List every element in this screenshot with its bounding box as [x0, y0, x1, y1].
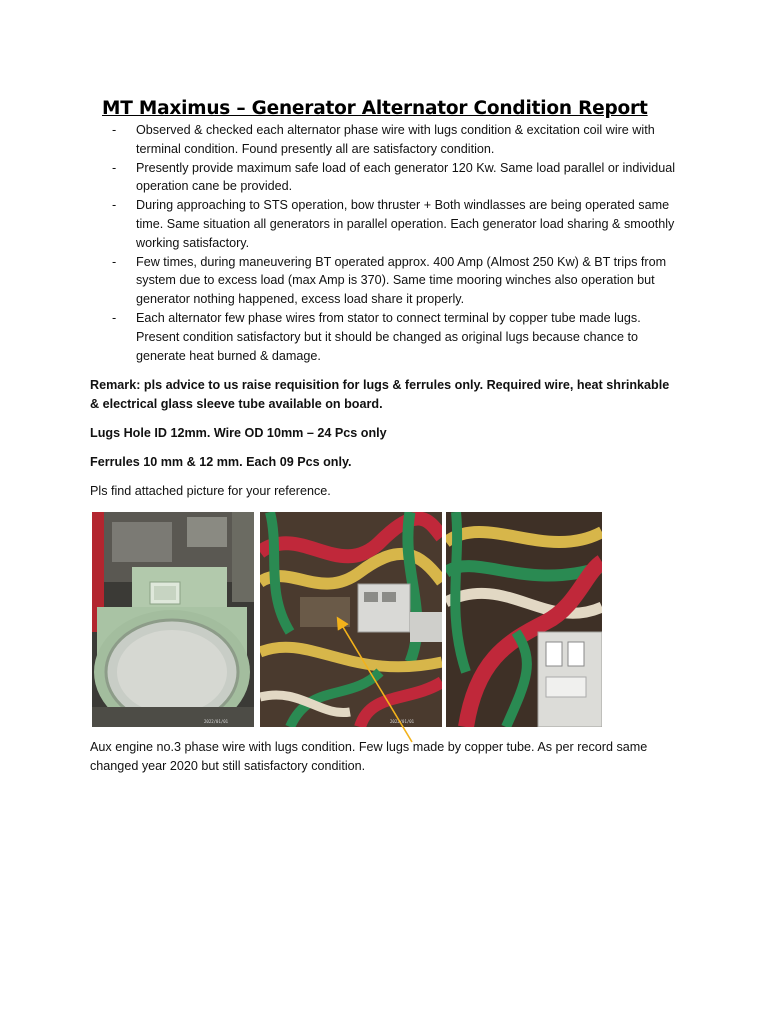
bullet-dash: -	[112, 198, 117, 213]
remark-paragraph: Remark: pls advice to us raise requisition for lugs & ferrules only. Required wire, heat shrinkable & electrical glass sleeve tube available on board.	[90, 378, 670, 411]
list-item-text: Few times, during maneuvering BT operated approx. 400 Amp (Almost 250 Kw) & BT trips from system due to excess load (max Amp is 370). Same time mooring winches also operation but generator nothing happened, excess load share it properly.	[136, 254, 667, 307]
bullet-dash: -	[112, 310, 117, 325]
lugs-requirement: Lugs Hole ID 12mm. Wire OD 10mm – 24 Pcs only	[90, 426, 387, 440]
list-item-text: Presently provide maximum safe load of each generator 120 Kw. Same load parallel or individual operation cane be provided.	[136, 160, 676, 194]
ferrules-requirement: Ferrules 10 mm & 12 mm. Each 09 Pcs only.	[90, 455, 352, 469]
bullet-dash: -	[112, 254, 117, 269]
report-title: MT Maximus – Generator Alternator Condition Report	[102, 98, 648, 119]
bullet-dash: -	[112, 123, 117, 137]
list-item-text: Observed & checked each alternator phase wire with lugs condition & excitation coil wire with terminal condition. Found presently all are satisfactory condition.	[136, 123, 655, 156]
svg-text:2022/01/01: 2022/01/01	[390, 719, 415, 724]
bullet-dash: -	[112, 160, 117, 175]
attachment-note: Pls find attached picture for your reference.	[90, 484, 331, 498]
photo-caption: Aux engine no.3 phase wire with lugs condition. Few lugs made by copper tube. As per record same changed year 2020 but still satisfactory condition.	[90, 740, 648, 773]
list-item-text: During approaching to STS operation, bow thruster + Both windlasses are being operated same time. Same situation all generators in parallel operation. Each generator load sharing & smoothly working satisfactory.	[136, 198, 675, 250]
list-item-text: Each alternator few phase wires from stator to connect terminal by copper tube made lugs. Present condition satisfactory but it should be changed as original lugs because chance to generate heat burned & damage.	[136, 310, 641, 363]
svg-text:2022/01/01: 2022/01/01	[204, 719, 229, 724]
